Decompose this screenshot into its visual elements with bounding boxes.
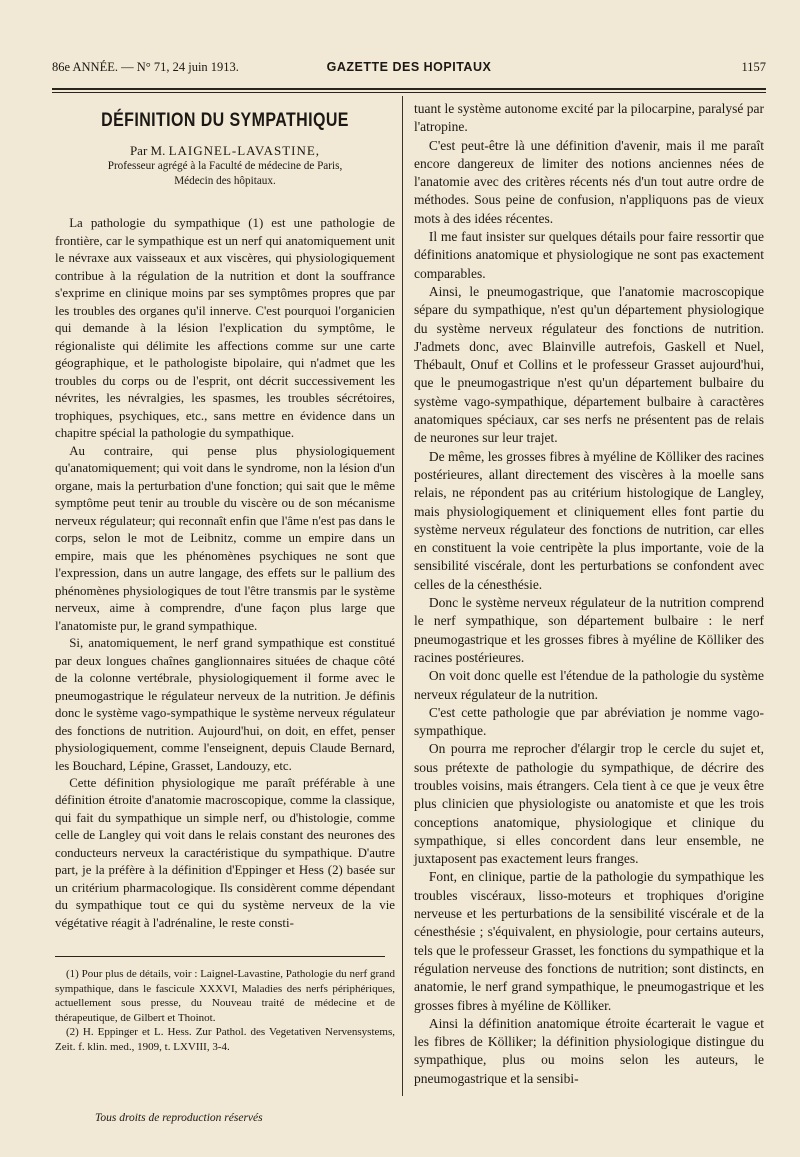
paragraph: De même, les grosses fibres à myéline de Kölliker des racines postérieures, allant directement des viscères à la moelle sans relais, ne répondent pas au critérium histologique de Langley, mais physiologiquement et cliniquement elles font partie du système nerveux régulateur des fonctions de nutrition, car elles en constituent la voie centripète la plus importante, voie de la sensibilité viscérale, dont les perturbations se confondent avec celles de la cénesthésie. (414, 448, 764, 592)
paragraph: Ainsi la définition anatomique étroite écarterait le vague et les fibres de Kölliker; la définition physiologique distingue du sympathique, plus ou moins selon les auteurs, le pneumogastrique et la sensibi- (414, 1015, 764, 1086)
paragraph: Donc le système nerveux régulateur de la nutrition comprend le nerf sympathique, son département bulbaire : le nerf pneumogastrique et les grosses fibres à myéline de Kölliker des racines postérieures. (414, 595, 764, 665)
paragraph: Cette définition physiologique me paraît préférable à une définition étroite d'anatomie macroscopique, comme la classique, qui fait du sympathique un simple nerf, ou d'histologie, comme celle de Langley qui voit dans le relais constant des neurones des conducteurs nerveux la caractéristique du sympathique. D'autre part, je la préfère à la définition d'Eppinger et Hess (2) basée sur un critérium pharmacologique. Ils considèrent comme dépendant du sympathique tout ce qui du système nerveux de la vie végétative réagit à l'adrénaline, le reste consti- (55, 775, 395, 930)
column-divider (402, 96, 403, 1096)
byline (55, 143, 395, 159)
paragraph: Ainsi, le pneumogastrique, que l'anatomie macroscopique sépare du sympathique, n'est qu'un département physiologique du système nerveux régulateur des fonctions de nutrition. J'admets donc, avec Blainville autrefois, Gaskell et Nuel, Thébault, Onuf et Collins et le professeur Grasset aujourd'hui, que le pneumogastrique n'est qu'un département bulbaire du système vago-sympathique, département bulbaire à caractères anatomiques spéciaux, car ses nerfs ne présentent pas de relais de neurones sur leur trajet. (414, 283, 764, 446)
paragraph: Si, anatomiquement, le nerf grand sympathique est constitué par deux longues chaînes ganglionnaires situées de chaque côté de la colonne vertébrale, physiologiquement il forme avec le pneumogastrique le régulateur nerveux de la nutrition. Je définis donc le système vago-sympathique le système nerveux régulateur des fonctions de nutrition. Aujourd'hui, on doit, en effet, penser physiologiquement, comme l'enseignent, depuis Claude Bernard, les Bouchard, Lépine, Grasset, Landouzy, etc. (55, 636, 395, 773)
affiliation-line-2: Médecin des hôpitaux. (174, 175, 276, 188)
article-title: DÉFINITION DU SYMPATHIQUE (101, 109, 349, 131)
left-column (55, 100, 395, 1054)
footnote-2: (2) H. Eppinger et L. Hess. Zur Pathol. des Vegetativen Nervensystems, Zeit. f. klin. med., 1909, t. LXVIII, 3-4. (55, 1026, 395, 1053)
paragraph: C'est peut-être là une définition d'avenir, mais il me paraît encore dangereux de limiter des notions anciennes nées de l'anatomie avec des critères récents nés d'un tout autre ordre de méthodes. Sous peine de confusion, n'appliquons pas de vieux mots à des idées récentes. (414, 137, 764, 226)
paragraph: Au contraire, qui pense plus physiologiquement qu'anatomiquement; qui voit dans le syndrome, non la lésion d'un organe, mais la perturbation d'une fonction; qui sait que le même symptôme peut tenir au trouble du viscère ou de son mécanisme nerveux régulateur; qui reconnaît enfin que l'âme n'est pas dans le corps, selon le mot de Leibnitz, comme un empire dans un empire, mais que les phénomènes psychiques ne sont que l'expression, dans un autre langage, des effets sur le pallium des phénomènes physiologiques de tout l'être transmis par le système nerveux, aime à comprendre, d'une façon plus large que l'anatomiste pur, le grand sympathique. (55, 443, 395, 633)
paragraph: On pourra me reprocher d'élargir trop le cercle du sujet et, sous prétexte de pathologie du sympathique, de décrire des troubles voisins, mais étrangers. Cela tient à ce que je veux être plus clinicien que physiologiste ou anatomiste et que les trois conceptions anatomique, physiologique et clinique du sympathique, si elles concordent dans leur ensemble, ne juxtaposent pas exactement leurs franges. (414, 741, 764, 867)
author-affiliation (55, 159, 395, 189)
affiliation-line-1: Professeur agrégé à la Faculté de médecine de Paris, (107, 160, 343, 173)
header-rule-thin (52, 92, 766, 93)
author-name: LAIGNEL-LAVASTINE, (168, 143, 321, 159)
paragraph: Il me faut insister sur quelques détails pour faire ressortir que définitions anatomique et physiologique ne sont pas exactement comparables. (414, 229, 764, 281)
paragraph: C'est cette pathologie que par abréviation je nomme vago-sympathique. (414, 704, 764, 739)
rights-notice: Tous droits de reproduction réservés (95, 1112, 263, 1124)
page-number: 1157 (741, 60, 766, 74)
footnote-rule (55, 956, 385, 957)
journal-title: GAZETTE DES HOPITAUX (326, 60, 492, 74)
paragraph: tuant le système autonome excité par la pilocarpine, paralysé par l'atropine. (414, 101, 764, 135)
right-column (414, 100, 764, 1088)
header-rule-thick (52, 88, 766, 90)
byline-prefix: Par M. (129, 143, 166, 159)
footnote-1: (1) Pour plus de détails, voir : Laignel-Lavastine, Pathologie du nerf grand sympathique, dans le fascicule XXXVI, Maladies des nerfs périphériques, actuellement sous presse, du Nouveau traité de médecine et de thérapeutique, de Gilbert et Thoinot. (55, 968, 395, 1024)
page-header (52, 60, 766, 84)
paragraph: La pathologie du sympathique (1) est une pathologie de frontière, car le sympathique est un nerf qui anatomiquement unit le névraxe aux vaisseaux et aux viscères, qui physiologiquement contribue à la régulation de la nutrition et dont la souffrance s'exprime en clinique moins par ses symptômes propres que par les troubles des organes qu'il innerve. C'est pourquoi l'organicien qui demande à la lésion l'explication du symptôme, le régionaliste qui délimite les affections comme sur une carte géographique, et le pathologiste bipolaire, qui n'admet que les troubles du corps ou de l'esprit, ont décrit successivement les névrites, les névralgies, les spasmes, les troubles sécrétoires, trophiques, psychiques, etc., sans mettre en évidence dans un chapitre spécial la pathologie du sympathique. (55, 216, 395, 441)
issue-info: 86e ANNÉE. — N° 71, 24 juin 1913. (52, 60, 239, 74)
paragraph: On voit donc quelle est l'étendue de la pathologie du système nerveux régulateur de la nutrition. (414, 668, 764, 702)
paragraph: Font, en clinique, partie de la pathologie du sympathique les troubles viscéraux, lisso-moteurs et trophiques d'origine nerveuse et les perturbations de la sensibilité viscérale et de la cénesthésie ; s'équivalent, en physiologie, pour certains auteurs, tels que le professeur Grasset, les fonctions du sympathique et la régulation nerveuse des fonctions de nutrition; sont distincts, en anatomie, le nerf grand sympathique, le pneumogastrique et les grosses fibres à myéline de Kölliker. (414, 869, 764, 1013)
